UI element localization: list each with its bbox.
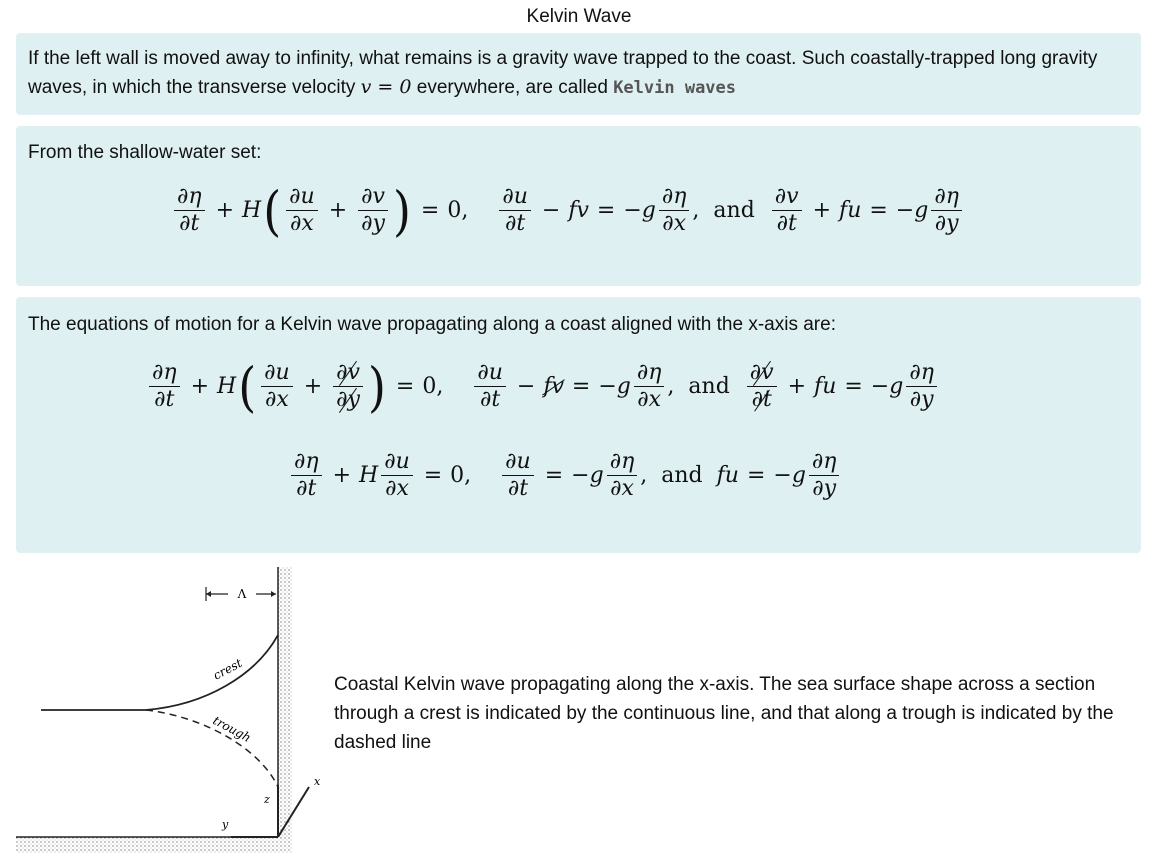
and-label: and bbox=[713, 198, 755, 223]
kelvin-wave-figure bbox=[16, 565, 321, 855]
kelvin-wave-diagram bbox=[16, 565, 321, 855]
y-axis-label: y bbox=[222, 818, 229, 831]
coast-wall bbox=[278, 567, 292, 853]
shallow-water-box bbox=[16, 126, 1141, 286]
intro-text-before: If the left wall is moved away to infinity, what remains is a gravity wave trapped to the coast. Such coastally-trapped long gravity waves, in which the transverse velocity bbox=[28, 48, 1098, 98]
x-axis-label: x bbox=[314, 775, 321, 788]
and-label: and bbox=[661, 463, 703, 488]
kelvin-equations-box bbox=[16, 297, 1141, 553]
z-axis-label: z bbox=[264, 793, 270, 806]
intro-text-after: everywhere, are called bbox=[411, 77, 614, 98]
trough-label: trough bbox=[210, 713, 254, 745]
crest-label: crest bbox=[210, 655, 245, 683]
and-label: and bbox=[688, 374, 730, 399]
intro-box bbox=[16, 33, 1141, 115]
page-title: Kelvin Wave bbox=[526, 6, 632, 27]
intro-math: v = 0 bbox=[360, 76, 412, 98]
kelvin-equations-reduced: $\frac{\partial\eta}{\partial t}$ + H $\frac{\partial u}{\partial x}$ = 0, $\frac{\partial u}{\partial t}$ = −g $\frac{\partial\eta}{\partial x}$ , and fu = −g $\frac{\partial\eta}{\partial y}$ bbox=[288, 449, 842, 502]
kelvin-equations-label: The equations of motion for a Kelvin wave propagating along a coast aligned with the x-axis are: bbox=[28, 314, 836, 335]
sea-bottom bbox=[16, 837, 292, 853]
figure-caption: Coastal Kelvin wave propagating along the x-axis. The sea surface shape across a section through a crest is indicated by the continuous line, and that along a trough is indicated by the dashed line bbox=[334, 674, 1114, 753]
shallow-water-equations: $\frac{\partial\eta}{\partial t}$ + H ( $\frac{\partial u}{\partial x}$ + $\frac{\partial v}{\partial y}$ ) = 0, $\frac{\partial u}{\partial t}$ − fv = −g $\frac{\partial\eta}{\partial x}$ , and $\frac{\partial v}{\partial t}$ + fu = −g $\frac{\partial\eta}{\partial y}$ bbox=[171, 184, 965, 237]
kelvin-equations-cancelled: $\frac{\partial\eta}{\partial t}$ + H ( $\frac{\partial u}{\partial x}$ + $\frac{\partial v}{\partial y}$ ) = 0, $\frac{\partial u}{\partial t}$ − fv = −g $\frac{\partial\eta}{\partial x}$ , and $\frac{\partial v}{\partial t}$ + fu = −g $\frac{\partial\eta}{\partial y}$ bbox=[146, 360, 940, 413]
shallow-water-label: From the shallow-water set: bbox=[28, 142, 262, 163]
frac-deta-dt: $\frac{\partial\eta}{\partial t}$ bbox=[174, 184, 205, 237]
lambda-label: Λ bbox=[237, 587, 247, 601]
kelvin-waves-term: Kelvin waves bbox=[613, 78, 737, 98]
intro-paragraph bbox=[16, 33, 1141, 114]
